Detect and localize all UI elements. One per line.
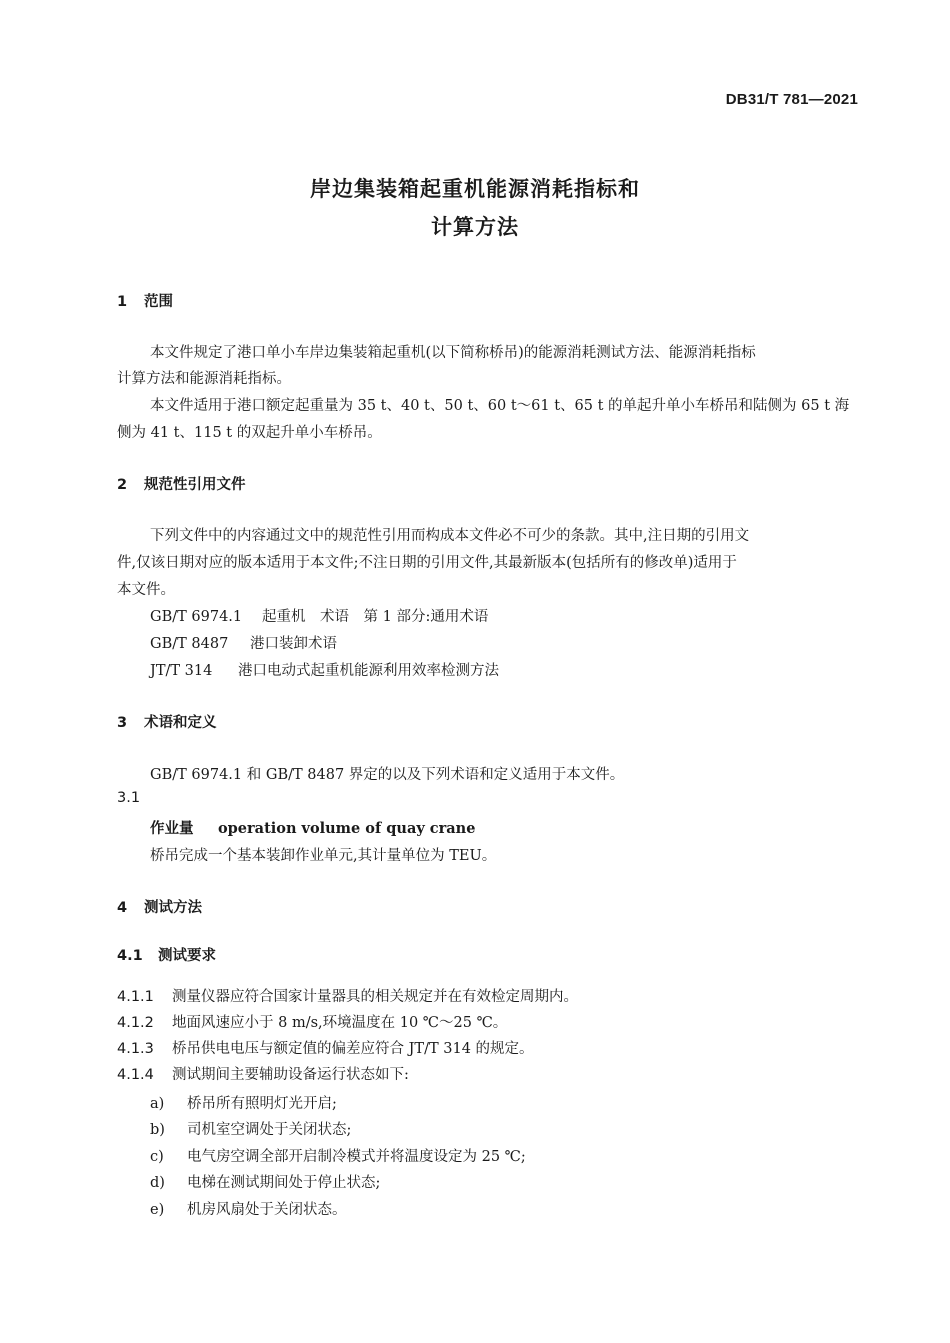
- list-item-text: 桥吊所有照明灯光开启;: [187, 1096, 337, 1112]
- list-item-label: e): [150, 1202, 165, 1218]
- list-item: [150, 1118, 351, 1139]
- subsection-title: 测试要求: [158, 948, 216, 964]
- clause-number: 4.1.4: [117, 1067, 154, 1083]
- clause-number: 4.1.3: [117, 1041, 154, 1057]
- document-title-line-2: 计算方法: [431, 215, 519, 239]
- term-chinese: 作业量: [150, 820, 194, 837]
- list-item-text: 电梯在测试期间处于停止状态;: [187, 1175, 381, 1191]
- section-number: 3: [117, 715, 128, 731]
- section-title: 术语和定义: [144, 715, 217, 731]
- clause-4-1-4: [117, 1063, 409, 1084]
- term-number: 3.1: [117, 790, 141, 806]
- paragraph-line: 件,仅该日期对应的版本适用于本文件;不注日期的引用文件,其最新版本(包括所有的修改单)适用于: [117, 555, 737, 571]
- clause-text: 测试期间主要辅助设备运行状态如下:: [172, 1067, 409, 1083]
- paragraph-line: 本文件。: [117, 582, 175, 598]
- clause-number: 4.1.1: [117, 989, 154, 1005]
- list-item-label: c): [150, 1149, 164, 1165]
- list-item-text: 司机室空调处于关闭状态;: [187, 1122, 352, 1138]
- list-item-label: a): [150, 1096, 165, 1112]
- section-title: 测试方法: [144, 900, 202, 916]
- clause-text: 地面风速应小于 8 m/s,环境温度在 10 ℃～25 ℃。: [172, 1015, 508, 1031]
- reference-title: 起重机 术语 第 1 部分:通用术语: [262, 609, 489, 625]
- reference-code: JT/T 314: [150, 663, 213, 679]
- list-item: [150, 1092, 337, 1113]
- list-item: [150, 1198, 347, 1219]
- subsection-number: 4.1: [117, 948, 143, 964]
- section-2-heading: [117, 473, 246, 494]
- list-item-text: 电气房空调全部开启制冷模式并将温度设定为 25 ℃;: [187, 1149, 526, 1165]
- reference-code: GB/T 6974.1: [150, 609, 243, 625]
- reference-code: GB/T 8487: [150, 636, 229, 652]
- reference-title: 港口装卸术语: [250, 636, 337, 652]
- section-number: 2: [117, 477, 128, 493]
- clause-4-1-2: [117, 1011, 507, 1032]
- term-english: operation volume of quay crane: [218, 820, 476, 837]
- paragraph-line: 侧为 41 t、115 t 的双起升单小车桥吊。: [117, 425, 382, 441]
- section-title: 范围: [144, 294, 173, 310]
- term-definition: 桥吊完成一个基本装卸作业单元,其计量单位为 TEU。: [150, 848, 497, 864]
- clause-text: 桥吊供电电压与额定值的偏差应符合 JT/T 314 的规定。: [172, 1041, 534, 1057]
- document-number: DB31/T 781—2021: [725, 91, 858, 108]
- normative-reference: [150, 659, 499, 680]
- clause-text: 测量仪器应符合国家计量器具的相关规定并在有效检定周期内。: [172, 989, 578, 1005]
- paragraph-line: 本文件规定了港口单小车岸边集装箱起重机(以下简称桥吊)的能源消耗测试方法、能源消耗指标: [150, 345, 756, 361]
- clause-number: 4.1.2: [117, 1015, 154, 1031]
- section-4-heading: [117, 896, 202, 917]
- term-entry: [150, 817, 475, 838]
- document-title-line-1: 岸边集装箱起重机能源消耗指标和: [310, 177, 640, 201]
- subsection-4-1-heading: [117, 944, 216, 965]
- reference-title: 港口电动式起重机能源利用效率检测方法: [238, 663, 499, 679]
- section-1-heading: [117, 290, 173, 311]
- section-number: 4: [117, 900, 128, 916]
- paragraph-line: 本文件适用于港口额定起重量为 35 t、40 t、50 t、60 t～61 t、65 t 的单起升单小车桥吊和陆侧为 65 t 海: [150, 398, 850, 414]
- section-title: 规范性引用文件: [144, 477, 246, 493]
- paragraph-line: GB/T 6974.1 和 GB/T 8487 界定的以及下列术语和定义适用于本文件。: [150, 767, 625, 783]
- section-3-heading: [117, 711, 217, 732]
- clause-4-1-3: [117, 1037, 534, 1058]
- normative-reference: [150, 632, 337, 653]
- section-number: 1: [117, 294, 128, 310]
- list-item-label: b): [150, 1122, 165, 1138]
- list-item: [150, 1171, 380, 1192]
- paragraph-line: 下列文件中的内容通过文中的规范性引用而构成本文件必不可少的条款。其中,注日期的引用文: [150, 528, 750, 544]
- clause-4-1-1: [117, 985, 578, 1006]
- list-item-text: 机房风扇处于关闭状态。: [187, 1202, 347, 1218]
- list-item-label: d): [150, 1175, 165, 1191]
- list-item: [150, 1145, 526, 1166]
- paragraph-line: 计算方法和能源消耗指标。: [117, 371, 291, 387]
- normative-reference: [150, 605, 488, 626]
